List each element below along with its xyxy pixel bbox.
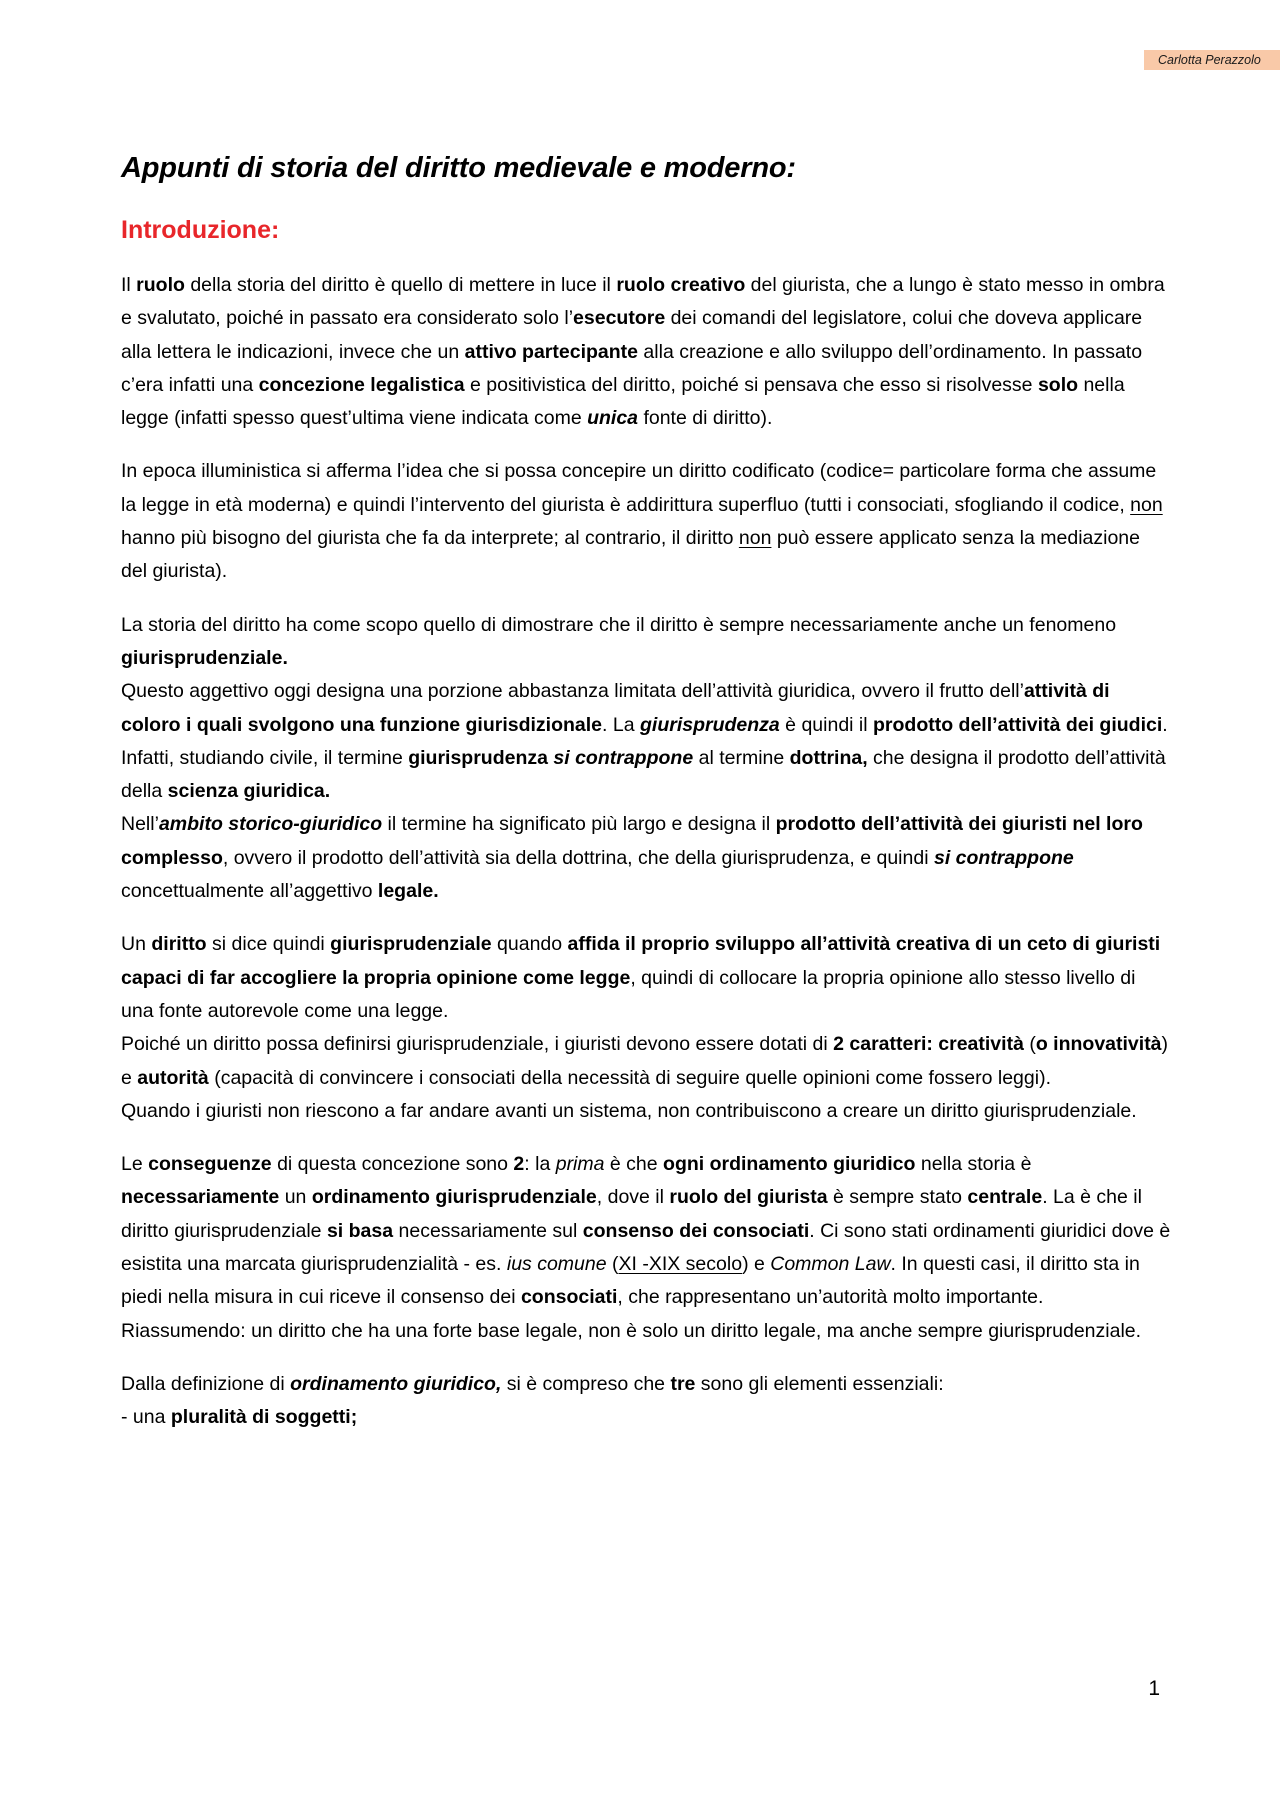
text-run: nella legge (infatti spesso quest’ultima viene indicata come <box>121 373 1125 430</box>
text-run: è che <box>604 1153 664 1176</box>
text-run: Questo aggettivo oggi designa una porzione abbastanza limitata dell’attività giuridica, ovvero il frutto dell’ <box>121 680 1024 703</box>
text-line <box>121 1095 1171 1128</box>
text-run: è quindi il <box>779 713 873 736</box>
emphasis-run: ruolo creativo <box>616 274 746 296</box>
text-run: - una <box>121 1406 171 1429</box>
text-run: , che rappresentano un’autorità molto importante. <box>617 1286 1044 1309</box>
text-run: In epoca illuministica si afferma l’idea che si possa concepire un diritto codificato (codice= particolare forma che assume la legge in età moderna) e quindi l’intervento del giurista è addirittura superfluo (tutti i consociati, sfogliando il codice, <box>121 460 1157 516</box>
emphasis-run: prodotto dell’attività dei giudici <box>873 713 1163 736</box>
text-run: può essere applicato senza la mediazione del giurista). <box>121 527 1140 583</box>
paragraph <box>121 928 1171 1128</box>
emphasis-run: si basa <box>326 1219 394 1242</box>
text-line <box>121 1315 1171 1348</box>
text-run: e positivistica del diritto, poiché si pensava che esso si risolvesse <box>464 373 1038 396</box>
emphasis-run: non <box>1130 493 1163 516</box>
emphasis-run: 2 caratteri: creatività <box>833 1033 1024 1056</box>
text-run: dei comandi del legislatore, colui che doveva applicare alla lettera le indicazioni, invece che un <box>121 307 1143 363</box>
text-run: : la <box>524 1153 556 1176</box>
paragraph <box>121 609 1171 909</box>
text-run: quando <box>491 933 568 956</box>
emphasis-run: attività di coloro i quali svolgono una funzione giurisdizionale <box>121 680 1110 736</box>
text-run: un <box>279 1186 312 1209</box>
text-run: . La è che il diritto giurisprudenziale <box>121 1186 1142 1242</box>
text-run: del giurista, che a lungo è stato messo in ombra e svalutato, poiché in passato era considerato solo l’ <box>121 274 1165 330</box>
page-number: 1 <box>1148 1677 1160 1700</box>
paragraph <box>121 269 1171 435</box>
emphasis-run: unica <box>587 407 639 430</box>
text-run: alla creazione e allo sviluppo dell’ordinamento. In passato c’era infatti una <box>121 340 1143 396</box>
text-run: è sempre stato <box>827 1186 968 1209</box>
paragraph <box>121 1148 1171 1348</box>
emphasis-run: giurisprudenza <box>639 713 780 736</box>
emphasis-run: pluralità di soggetti; <box>170 1406 358 1429</box>
text-run: il termine ha significato più largo e designa il <box>382 813 776 836</box>
text-run: . Infatti, studiando civile, il termine <box>121 713 1168 769</box>
paragraph <box>121 455 1171 588</box>
text-run: al termine <box>693 746 790 769</box>
emphasis-run: non <box>738 527 772 550</box>
emphasis-run: ordinamento giurisprudenziale <box>311 1186 597 1209</box>
emphasis-run: si contrappone <box>933 846 1074 869</box>
paragraph <box>121 1368 1171 1435</box>
emphasis-run: consociati <box>520 1286 618 1309</box>
emphasis-run: consenso dei consociati <box>582 1219 810 1242</box>
text-run: , quindi di collocare la propria opinione allo stesso livello di una fonte autorevole come una legge. <box>121 966 1136 1022</box>
author-header: Carlotta Perazzolo <box>1144 50 1280 70</box>
text-run: ) e <box>121 1033 1169 1089</box>
text-run: Nell’ <box>121 813 159 836</box>
text-run: di questa concezione sono <box>271 1153 514 1176</box>
emphasis-run: Common Law <box>770 1253 891 1276</box>
text-run: . In questi casi, il diritto sta in piedi nella misura in cui riceve il consenso dei <box>121 1253 1140 1309</box>
emphasis-run: attivo partecipante <box>464 340 639 363</box>
text-run: ( <box>1023 1033 1036 1056</box>
text-run: ) e <box>742 1253 771 1276</box>
text-run: ( <box>606 1253 619 1276</box>
emphasis-run: centrale <box>967 1186 1043 1209</box>
text-line <box>121 1368 1171 1401</box>
text-line <box>121 1401 1171 1434</box>
emphasis-run: prodotto dell’attività dei giuristi nel loro complesso <box>121 813 1143 869</box>
emphasis-run: concezione legalistica <box>258 373 465 396</box>
document-title: Appunti di storia del diritto medievale e moderno: <box>121 152 796 184</box>
text-line <box>121 609 1171 676</box>
emphasis-run: prima <box>555 1153 605 1176</box>
emphasis-run: scienza giuridica. <box>167 780 331 803</box>
emphasis-run: esecutore <box>573 307 666 330</box>
emphasis-run: si contrappone <box>553 746 694 769</box>
emphasis-run: ruolo <box>136 274 185 296</box>
text-run: nella storia è <box>915 1153 1032 1176</box>
text-line <box>121 928 1171 1028</box>
emphasis-run: affida il proprio sviluppo all’attività creativa di un ceto di giuristi capaci di far accogliere la propria opinione come legge <box>121 933 1161 989</box>
text-line <box>121 455 1171 588</box>
emphasis-run: giurisprudenza <box>408 746 554 769</box>
section-heading-introduzione: Introduzione: <box>121 216 280 244</box>
text-run: che designa il prodotto dell’attività della <box>121 746 1166 803</box>
text-run: hanno più bisogno del giurista che fa da interprete; al contrario, il diritto <box>121 527 739 550</box>
text-run: , dove il <box>596 1186 670 1209</box>
text-run: della storia del diritto è quello di mettere in luce il <box>184 274 617 296</box>
emphasis-run: tre <box>670 1372 696 1395</box>
text-run: si dice quindi <box>206 933 331 956</box>
text-run: Un <box>121 933 152 956</box>
text-line <box>121 269 1171 435</box>
document-body <box>121 148 1171 1455</box>
emphasis-run: ius comune <box>506 1253 607 1276</box>
body-text <box>121 269 1171 1435</box>
text-run: . La <box>602 713 640 736</box>
emphasis-run: giurisprudenziale. <box>121 646 288 669</box>
emphasis-run: legale. <box>377 880 439 903</box>
text-run: Il <box>121 274 137 296</box>
text-run: concettualmente all’aggettivo <box>121 880 378 903</box>
emphasis-run: o innovatività <box>1035 1033 1162 1056</box>
text-line <box>121 1028 1171 1095</box>
text-run: Dalla definizione di <box>121 1372 291 1395</box>
emphasis-run: ogni ordinamento giuridico <box>663 1153 916 1176</box>
text-line <box>121 1148 1171 1314</box>
text-run: fonte di diritto). <box>638 407 773 430</box>
emphasis-run: diritto <box>151 933 207 956</box>
emphasis-run: XI -XIX secolo <box>618 1253 743 1276</box>
emphasis-run: ambito storico-giuridico <box>158 813 383 836</box>
text-line <box>121 675 1171 808</box>
text-line <box>121 808 1171 908</box>
emphasis-run: 2 <box>513 1153 525 1176</box>
text-run: (capacità di convincere i consociati della necessità di seguire quelle opinioni come fossero leggi). <box>208 1066 1051 1089</box>
emphasis-run: ordinamento giuridico, <box>290 1372 502 1395</box>
emphasis-run: autorità <box>137 1066 209 1089</box>
emphasis-run: ruolo del giurista <box>669 1186 828 1209</box>
emphasis-run: dottrina, <box>789 746 868 769</box>
text-run: Riassumendo: un diritto che ha una forte base legale, non è solo un diritto legale, ma anche sempre giurisprudenziale. <box>121 1319 1142 1342</box>
text-run: La storia del diritto ha come scopo quello di dimostrare che il diritto è sempre necessariamente anche un fenomeno <box>121 613 1117 636</box>
text-run: Poiché un diritto possa definirsi giurisprudenziale, i giuristi devono essere dotati di <box>121 1033 834 1056</box>
text-run: necessariamente sul <box>393 1219 583 1242</box>
text-run: , ovvero il prodotto dell’attività sia della dottrina, che della giurisprudenza, e quindi <box>222 846 934 869</box>
text-run: Le <box>121 1153 149 1176</box>
text-run: si è compreso che <box>501 1372 671 1395</box>
emphasis-run: necessariamente <box>121 1186 280 1209</box>
emphasis-run: giurisprudenziale <box>330 933 492 956</box>
text-run: . Ci sono stati ordinamenti giuridici dove è esistita una marcata giurisprudenzialità - es. <box>121 1219 1171 1276</box>
text-run: sono gli elementi essenziali: <box>695 1372 944 1395</box>
text-run: Quando i giuristi non riescono a far andare avanti un sistema, non contribuiscono a creare un diritto giurisprudenziale. <box>121 1099 1137 1122</box>
emphasis-run: conseguenze <box>148 1153 272 1176</box>
emphasis-run: solo <box>1037 373 1079 396</box>
